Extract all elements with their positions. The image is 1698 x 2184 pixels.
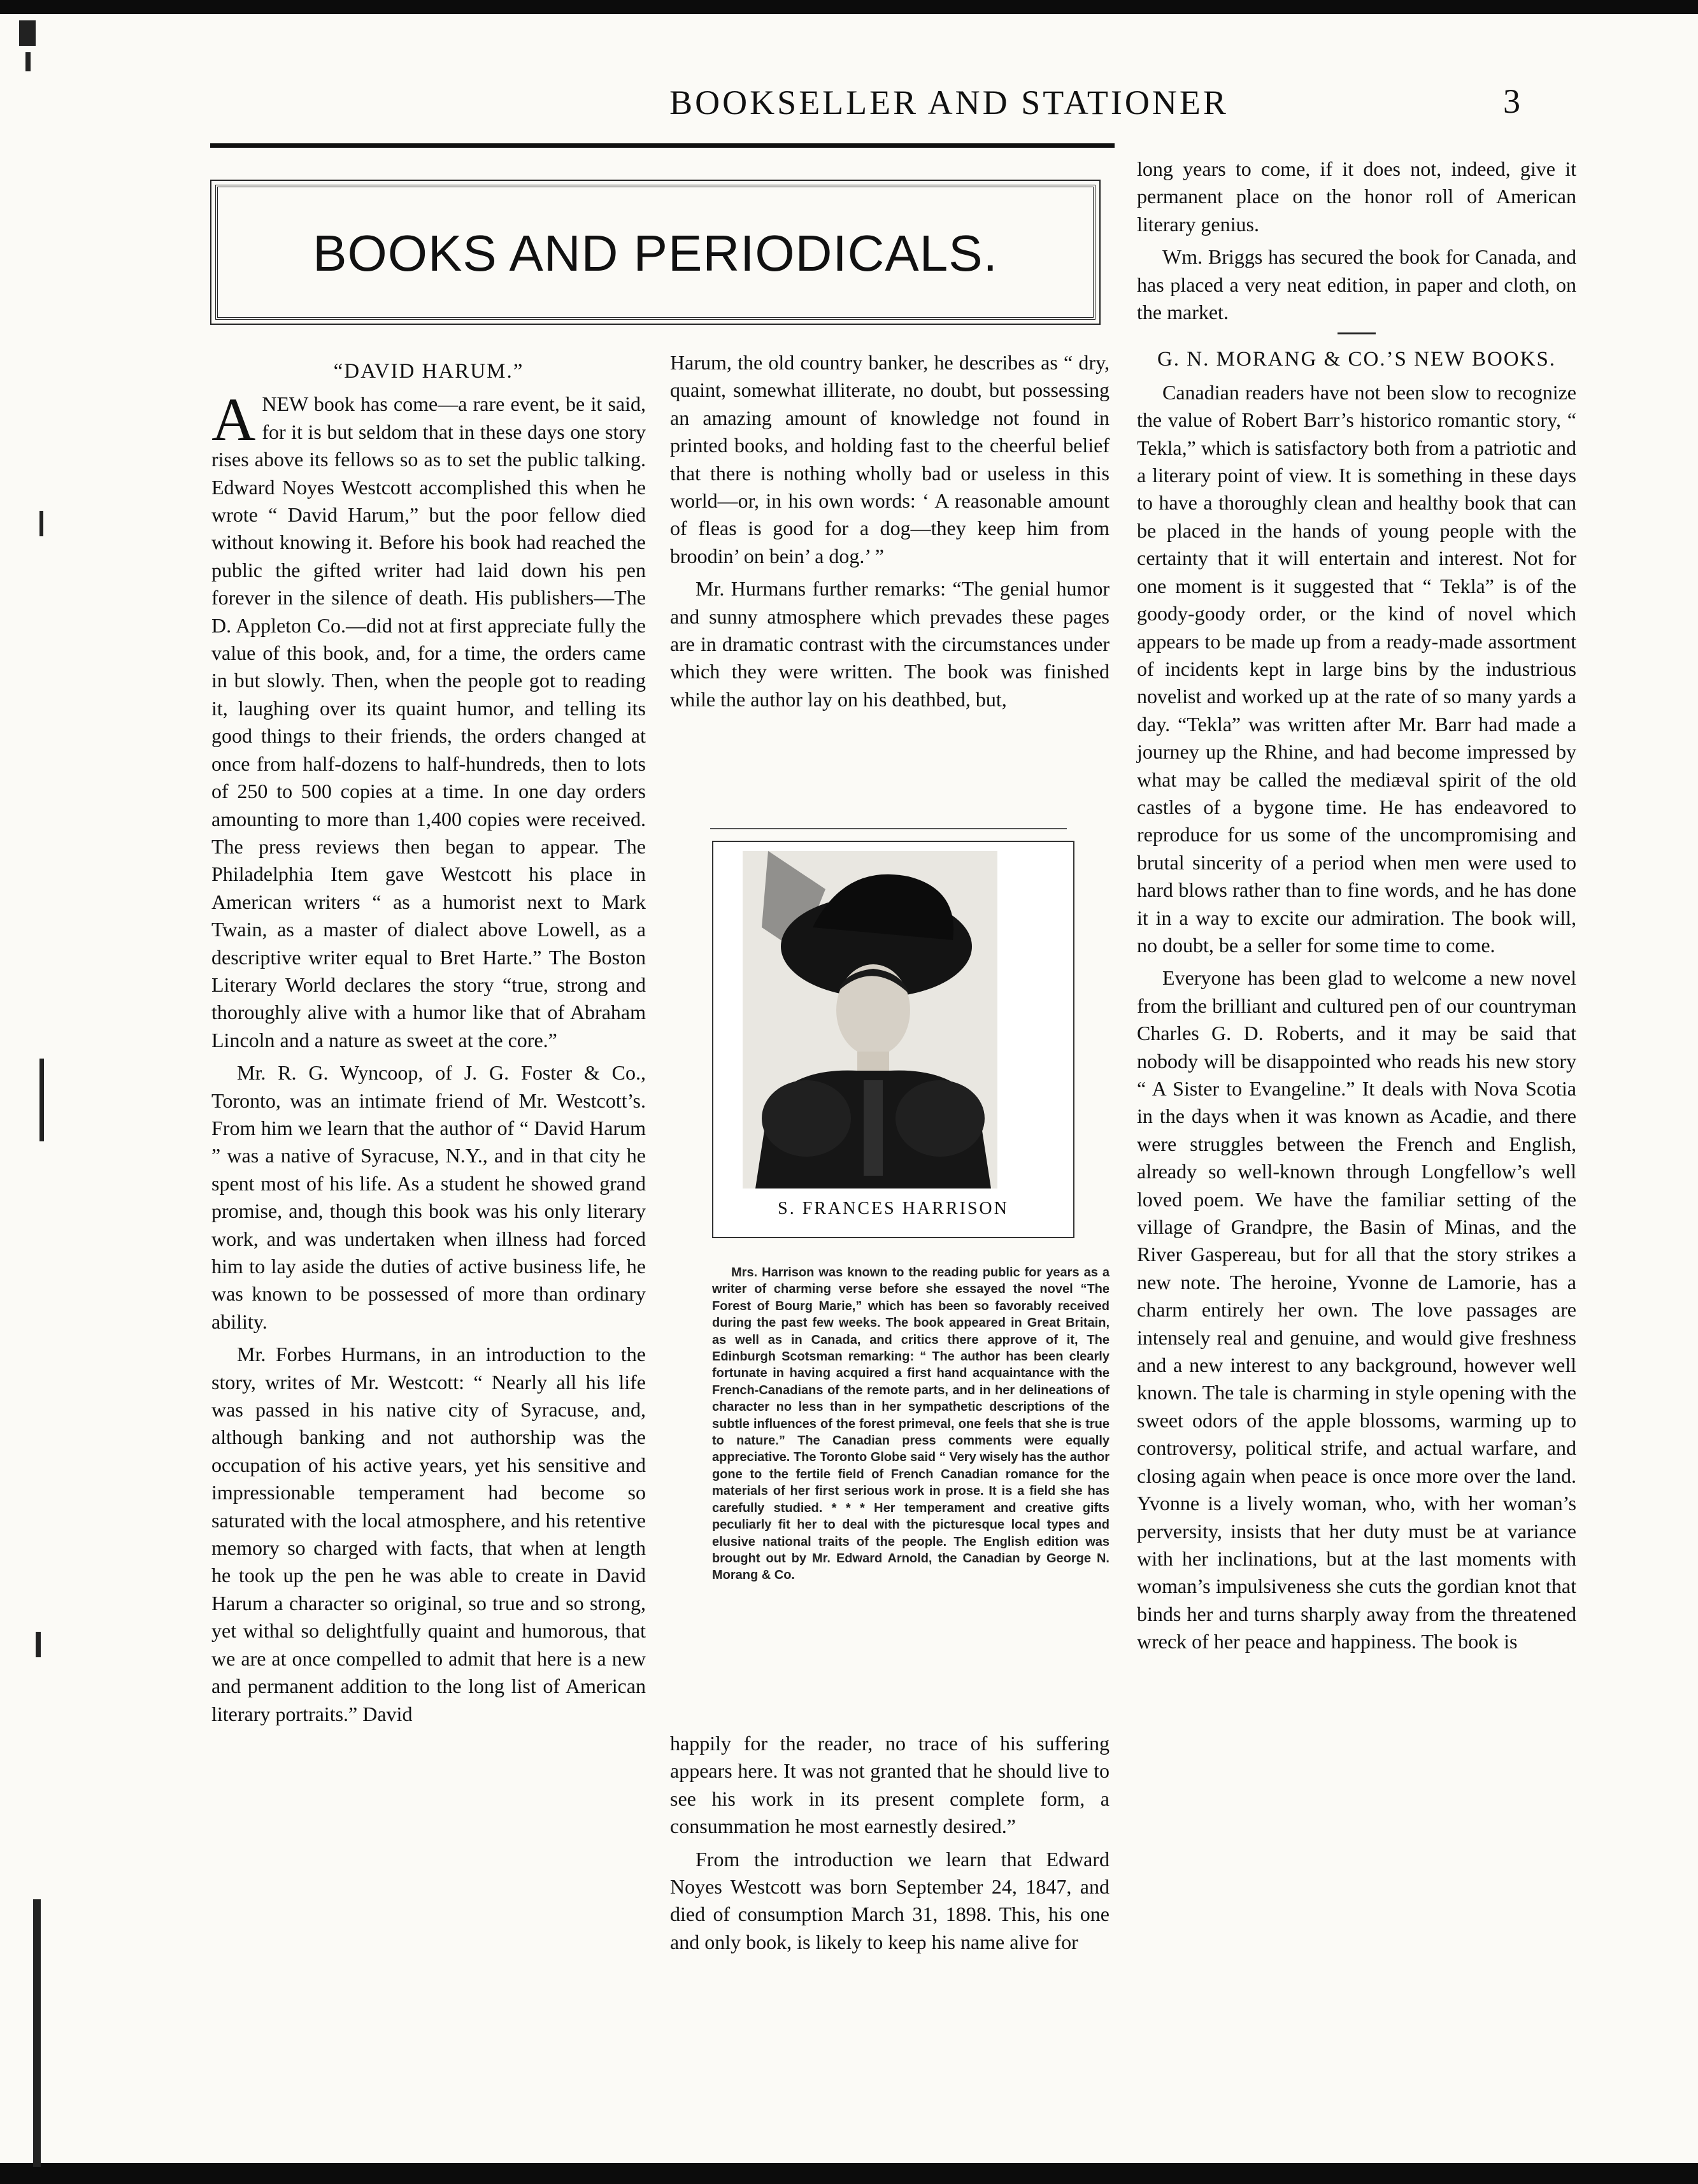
scan-top-border xyxy=(0,0,1698,14)
paragraph: Mr. Hurmans further remarks: “The genial humor and sunny atmosphere which prevades these pages are in dramatic contrast with the circumstances under which they were written. The book was finished while the author lay on his deathbed, but, xyxy=(670,577,1109,711)
page-number: 3 xyxy=(1503,82,1520,120)
header-rule xyxy=(210,143,1115,148)
column-2-top xyxy=(670,349,1109,718)
section-title-box xyxy=(215,185,1095,320)
paragraph: Mr. Forbes Hurmans, in an introduction to the story, writes of Mr. Westcott: “ Nearly all his life was passed in his native city of Syracuse, and, although banking and not authorship was the occupation of his active years, yet his sensitive and impressionable temperament had become so saturated with the local atmosphere, and his retentive memory so charged with facts, that when at length he took up the pen he was able to create in David Harum a character so original, so true and so strong, yet withal so delightfully quaint and humorous, that we are at once compelled to admit that here is a new and permanent addition to the long list of American literary portraits.” David xyxy=(211,1343,646,1725)
column-2-bottom xyxy=(670,1730,1109,1961)
article-heading-david-harum: “DAVID HARUM.” xyxy=(333,360,524,383)
scan-bottom-border xyxy=(0,2163,1698,2184)
scan-left-edge-marks xyxy=(0,14,45,2163)
portrait-illustration xyxy=(743,851,997,1188)
portrait-photo xyxy=(712,841,1074,1238)
section-title: BOOKS AND PERIODICALS. xyxy=(313,225,998,282)
photo-top-rule xyxy=(710,828,1067,829)
paragraph: Everyone has been glad to welcome a new novel from the brilliant and cultured pen of our countryman Charles G. D. Roberts, and it may be said that nobody will be disappointed who reads his new story “ A Sister to Evangeline.” It deals with Nova Scotia in the days when it was known as Acadie, and there were struggles between the French and English, already so well-known through Longfellow’s well loved poem. We have the familiar setting of the village of Grandpre, the Basin of Minas, and the River Gaspereau, but for all that the story strikes a new note. The heroine, Yvonne de Lamorie, has a charm entirely her own. The love passages are intensely real and genuine, and would give freshness and a new interest to any background, however well known. The tale is charming in style opening with the sweet odors of the apple blossoms, warming up to controversy, political strife, and actual warfare, and closing again when peace is once more over the land. Yvonne is a lively woman, who, with her woman’s perversity, insists that her duty must be at variance with her inclinations, but at the last moments with woman’s impulsiveness she cuts the gordian knot that binds her and turns sharply away from the threatened wreck of her peace and happiness. The book is xyxy=(1137,966,1576,1653)
paragraph: happily for the reader, no trace of his suffering appears here. It was not granted that he should live to see his work in its present complete form, a consummation he most earnestly desired.” xyxy=(670,1732,1109,1838)
paragraph: Canadian readers have not been slow to recognize the value of Robert Barr’s historico romantic story, “ Tekla,” which is satisfactory both from a patriotic and a literary point of view. It is something in these days to have a thoroughly clean and healthy book that can be placed in the hands of young people with the certainty that it will entertain and interest. Not for one moment is it suggested that “ Tekla” is of the goody-goody order, or the kind of novel which appears to be made up from a ready-made assortment of incidents kept in large bins by the industrious novelist and worked up at the rate of so many yards a day. “Tekla” was written after Mr. Barr had made a journey up the Rhine, and had become impressed by what may be called the mediæval spirit of the old castles of a bygone time. He has endeavored to reproduce for us some of the uncompromising and brutal sincerity of a period when men were used to hard blows rather than to fine words, and he has done it in a way to excite our admiration. The book will, no doubt, be a seller for some time to come. xyxy=(1137,380,1576,957)
divider xyxy=(1338,332,1376,334)
column-3 xyxy=(1137,155,1576,1661)
paragraph: ANEW book has come—a rare event, be it said, for it is but seldom that in these days one story rises above its fellows so as to set the public talking. Edward Noyes Westcott accomplished this when he wrote “ David Harum,” but the poor fellow died without knowing it. Before his book had reached the public the gifted writer had laid down his pen forever in the silence of death. His publishers—The D. Appleton Co.—did not at first appreciate fully the value of this book, and, for a time, the orders came in but slowly. Then, when the people got to reading it, laughing over its quaint humor, and telling its good things to their friends, the orders changed at once from half-dozens to half-hundreds, then to lots of 250 to 500 copies at a time. In one day orders amounting to more than 1,400 copies were received. The press reviews then began to appear. The Philadelphia Item gave Westcott his place in American writers “ as a humorist next to Mark Twain, as a master of dialect above Lowell, as a descriptive writer equal to Bret Harte.” The Boston Literary World declares the story “true, strong and thoroughly alive with a humor like that of Abraham Lincoln and a nature as sweet at the core.” xyxy=(211,385,646,1052)
portrait-image xyxy=(743,851,997,1188)
paragraph: From the introduction we learn that Edward Noyes Westcott was born September 24, 1847, and died of consumption March 31, 1898. This, his one and only book, is likely to keep his name alive for xyxy=(670,1847,1109,1953)
running-title: BOOKSELLER AND STATIONER xyxy=(669,83,1229,122)
paragraph: Mr. R. G. Wyncoop, of J. G. Foster & Co., Toronto, was an intimate friend of Mr. Westcott’s. From him we learn that the author of “ David Harum ” was a native of Syracuse, N.Y., and in that city he spent most of his life. As a student he showed grand promise, and, though this book was his only literary work, and was undertaken when illness had forced him to lay aside the duties of active business life, he was known to be possessed of more than ordinary ability. xyxy=(211,1061,646,1333)
photo-note: Mrs. Harrison was known to the reading public for years as a writer of charming verse before she essayed the novel “The Forest of Bourg Marie,” which has been so favorably received during the past few weeks. The book appeared in Great Britain, as well as in Canada, and critics there approve of it, The Edinburgh Scotsman remarking: “ The author has been clearly fortunate in having acquired a first hand acquaintance with the French-Canadians of the remote parts, and in her delineations of character no less than in her sympathetic descriptions of the subtle influences of the forest primeval, one feels that she is true to nature.” The Canadian press comments were equally appreciative. The Toronto Globe said “ Very wisely has the author gone to the fertile field of French Canadian romance for the materials of her first serious work in prose. It is a field she has carefully studied. * * * Her temperament and creative gifts peculiarly fit her to deal with the picturesque local types and elusive national traits of the people. The English edition was brought out by Mr. Edward Arnold, the Canadian by George N. Morang & Co. xyxy=(712,1266,1109,1583)
paragraph: Harum, the old country banker, he describes as “ dry, quaint, somewhat illiterate, no doubt, but possessing an amazing amount of knowledge not found in printed books, and holding fast to the cheerful belief that there is nothing wholly bad or useless in this world—or, in his own words: ‘ A reasonable amount of fleas is good for a dog—they keep him from broodin’ on bein’ a dog.’ ” xyxy=(670,351,1109,567)
column-1 xyxy=(211,358,646,2043)
paragraph: long years to come, if it does not, indeed, give it permanent place on the honor roll of American literary genius. xyxy=(1137,157,1576,236)
photo-caption-name: S. FRANCES HARRISON xyxy=(778,1199,1009,1218)
drop-cap: A xyxy=(211,385,256,454)
paragraph: Wm. Briggs has secured the book for Canada, and has placed a very neat edition, in paper and cloth, on the market. xyxy=(1137,245,1576,324)
article-heading-morang: G. N. MORANG & CO.’S NEW BOOKS. xyxy=(1157,348,1557,371)
